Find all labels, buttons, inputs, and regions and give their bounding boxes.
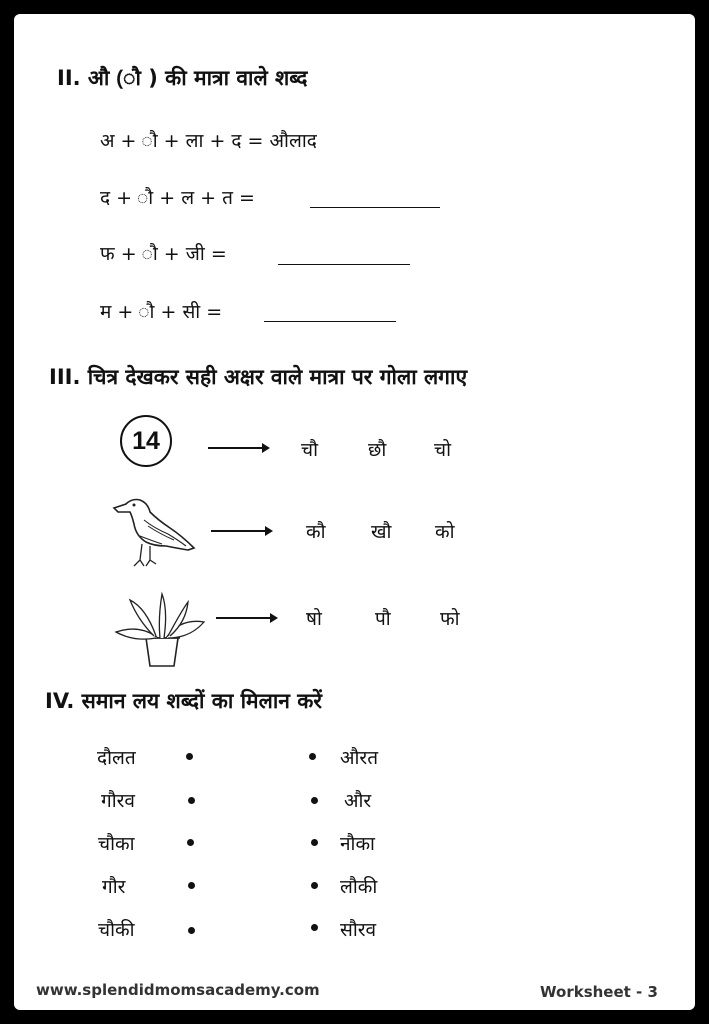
match-dot-right-1[interactable] [309,753,316,760]
match-dot-right-2[interactable] [311,797,318,804]
section-2-title: II. औ (ौ ) की मात्रा वाले शब्द [57,66,308,90]
right-word-2: और [344,790,372,812]
match-dot-left-1[interactable] [186,753,193,760]
footer-worksheet-number: Worksheet - 3 [540,983,658,1001]
right-word-1: औरत [340,747,379,769]
right-word-3: नौका [340,833,375,855]
left-word-5: चौकी [98,919,135,941]
crow-illustration-icon [110,490,202,572]
equation-expression: फ + ौ + जी = [100,243,227,265]
left-word-4: गौर [102,876,126,898]
option-3-1[interactable]: षो [306,608,322,630]
footer-website: www.splendidmomsacademy.com [36,981,320,999]
equation-expression: अ + ौ + ला + द = [100,130,270,152]
option-1-1[interactable]: चौ [301,439,318,461]
equation-row-3 [100,240,227,266]
answer-blank-2[interactable] [310,207,440,208]
match-dot-left-3[interactable] [187,839,194,846]
plant-pot-illustration-icon [110,588,210,670]
answer-blank-3[interactable] [278,264,410,265]
worksheet-page [14,14,695,1010]
arrow-icon [208,442,270,454]
equation-expression: द + ौ + ल + त = [100,187,255,209]
match-dot-left-4[interactable] [188,882,195,889]
equation-row-1 [100,127,317,153]
option-1-2[interactable]: छौ [368,439,387,461]
section-4-title: IV. समान लय शब्दों का मिलान करें [45,689,322,713]
arrow-icon [211,525,273,537]
option-1-3[interactable]: चो [434,439,451,461]
left-word-3: चौका [98,833,135,855]
option-2-1[interactable]: कौ [306,521,326,543]
option-2-3[interactable]: को [435,521,455,543]
left-word-1: दौलत [97,747,136,769]
right-word-5: सौरव [340,919,377,941]
option-3-3[interactable]: फो [440,608,460,630]
match-dot-right-5[interactable] [311,924,318,931]
option-2-2[interactable]: खौ [371,521,392,543]
equation-expression: म + ौ + सी = [100,301,223,323]
match-dot-left-2[interactable] [188,797,195,804]
section-3-title: III. चित्र देखकर सही अक्षर वाले मात्रा पर गोला लगाए [49,365,468,389]
match-dot-right-3[interactable] [311,839,318,846]
equation-answer: औलाद [269,130,317,152]
equation-row-4 [100,298,222,324]
right-word-4: लौकी [340,876,378,898]
option-3-2[interactable]: पौ [375,608,391,630]
match-dot-right-4[interactable] [311,882,318,889]
answer-blank-4[interactable] [264,321,396,322]
match-dot-left-5[interactable] [188,927,195,934]
arrow-icon [216,612,278,624]
equation-row-2 [100,184,255,210]
left-word-2: गौरव [101,790,135,812]
number-14-picture: 14 [120,415,172,467]
